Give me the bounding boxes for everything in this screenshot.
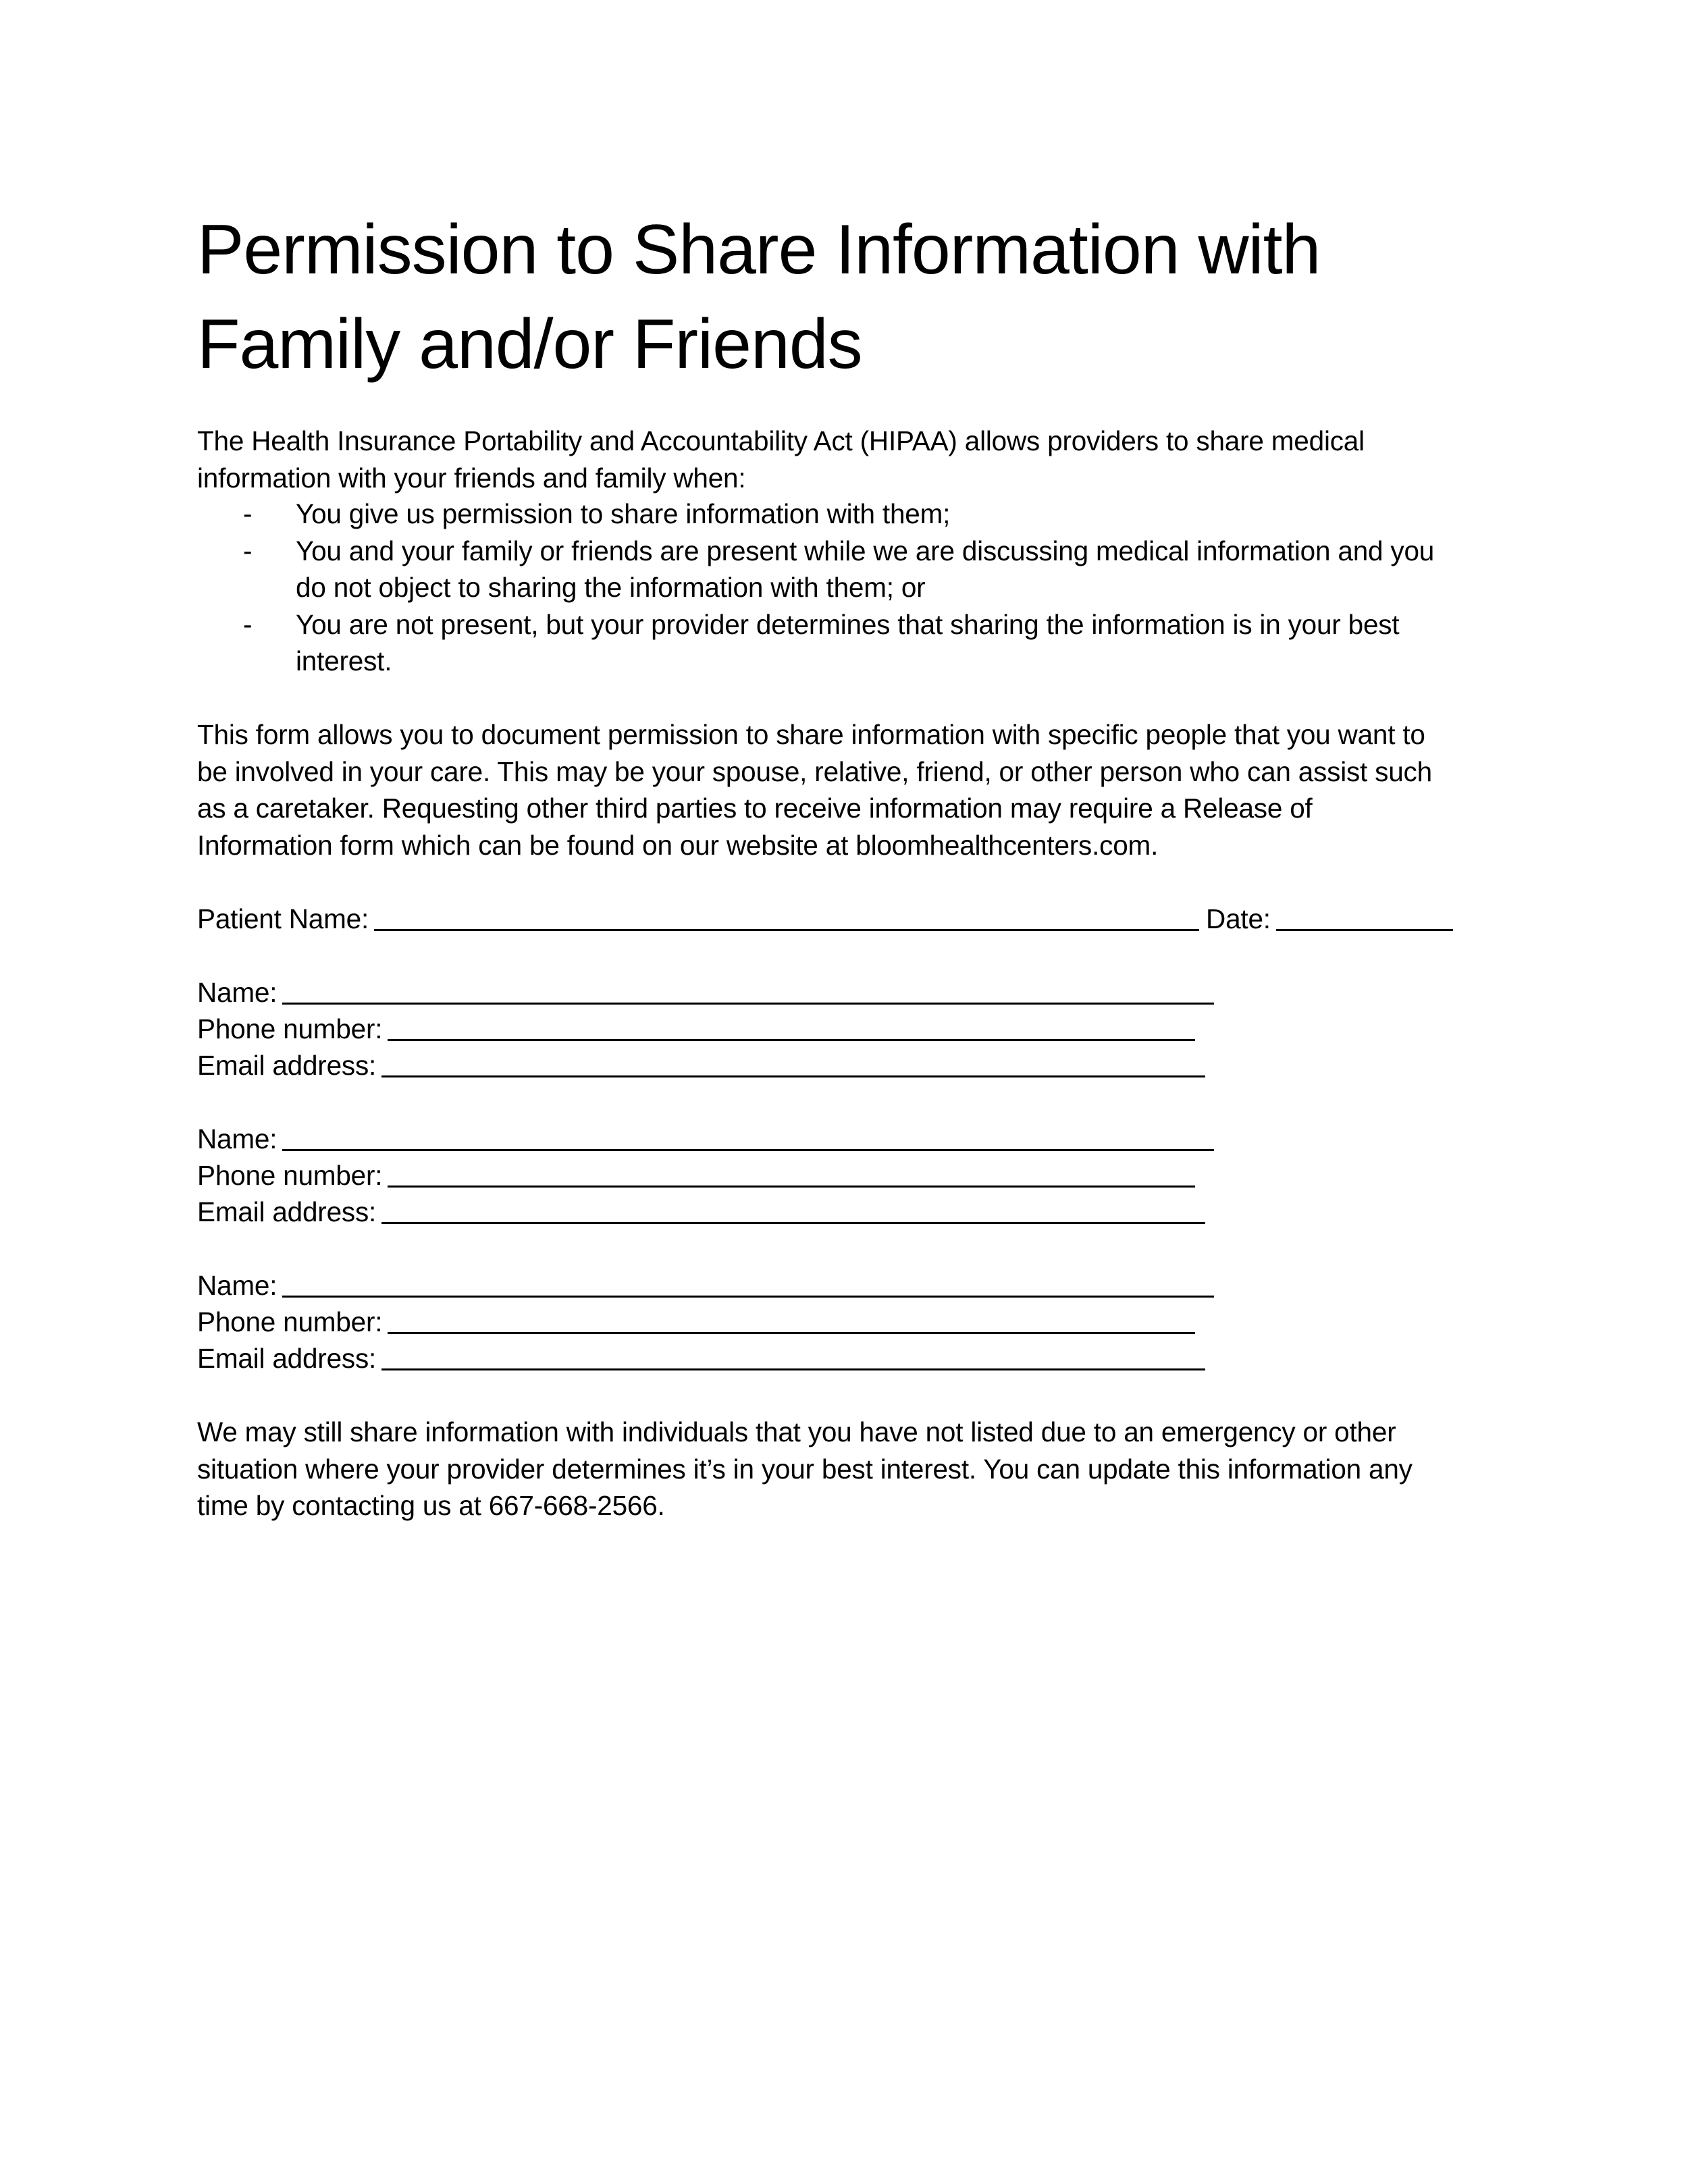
patient-name-label: Patient Name: <box>197 903 369 934</box>
contact-3-name-row <box>197 1267 1214 1304</box>
title-line-1: Permission to Share Information with <box>197 211 1321 289</box>
patient-name-field[interactable] <box>374 903 1199 931</box>
list-item-text: You give us permission to share information with them; <box>296 498 951 529</box>
contact-1-email-row <box>197 1047 1205 1084</box>
contact-2-email-row <box>197 1194 1205 1231</box>
list-item <box>197 533 1514 606</box>
list-item-text: You are not present, but your provider determines that sharing the information is in your best <box>296 608 1400 640</box>
closing-line-3: time by contacting us at 667-668-2566. <box>197 1490 665 1521</box>
list-item-text: You and your family or friends are present while we are discussing medical information and you <box>296 535 1435 566</box>
page-title <box>197 203 1534 392</box>
patient-row <box>197 901 1453 938</box>
contact-1-email-field[interactable] <box>381 1050 1205 1077</box>
list-item <box>197 496 1514 533</box>
email-label: Email address: <box>197 1050 377 1081</box>
contact-3-phone-field[interactable] <box>388 1306 1195 1334</box>
closing-paragraph <box>197 1414 1507 1524</box>
description-line-4: Information form which can be found on our website at bloomhealthcenters.com. <box>197 829 1159 861</box>
name-label: Name: <box>197 1123 278 1154</box>
name-label: Name: <box>197 977 278 1008</box>
list-item-text: do not object to sharing the information with them; or <box>296 572 926 603</box>
contact-3-email-field[interactable] <box>381 1343 1205 1370</box>
phone-label: Phone number: <box>197 1160 383 1191</box>
contact-1-phone-row <box>197 1011 1195 1048</box>
conditions-list <box>197 496 1514 680</box>
description-line-3: as a caretaker. Requesting other third parties to receive information may require a Release of <box>197 793 1313 824</box>
intro-line-1: The Health Insurance Portability and Accountability Act (HIPAA) allows providers to share medical <box>197 425 1365 456</box>
intro-line-2: information with your friends and family when: <box>197 462 746 494</box>
contact-3-email-row <box>197 1340 1205 1377</box>
contact-2-name-field[interactable] <box>282 1123 1214 1151</box>
bullet-dash: - <box>243 498 253 529</box>
email-label: Email address: <box>197 1196 377 1227</box>
email-label: Email address: <box>197 1343 377 1374</box>
contact-1-name-field[interactable] <box>282 977 1214 1005</box>
list-item <box>197 606 1514 680</box>
contact-2-name-row <box>197 1121 1214 1158</box>
contact-1-phone-field[interactable] <box>388 1013 1195 1041</box>
contact-3-name-field[interactable] <box>282 1270 1214 1298</box>
bullet-dash: - <box>243 535 253 566</box>
phone-label: Phone number: <box>197 1306 383 1337</box>
contact-2-phone-row <box>197 1157 1195 1194</box>
closing-line-2: situation where your provider determines it’s in your best interest. You can update this information any <box>197 1453 1413 1485</box>
closing-line-1: We may still share information with individuals that you have not listed due to an emergency or other <box>197 1416 1396 1447</box>
contact-2-email-field[interactable] <box>381 1196 1205 1224</box>
form-description-paragraph <box>197 716 1507 863</box>
date-field[interactable] <box>1276 903 1453 931</box>
description-line-1: This form allows you to document permission to share information with specific people that you want to <box>197 719 1425 750</box>
contact-3-phone-row <box>197 1304 1195 1341</box>
name-label: Name: <box>197 1270 278 1301</box>
title-line-2: Family and/or Friends <box>197 305 862 383</box>
phone-label: Phone number: <box>197 1013 383 1044</box>
list-item-text: interest. <box>296 645 392 676</box>
contact-2-phone-field[interactable] <box>388 1160 1195 1188</box>
date-label: Date: <box>1206 903 1271 934</box>
intro-paragraph <box>197 423 1507 496</box>
contact-1-name-row <box>197 974 1214 1011</box>
bullet-dash: - <box>243 608 253 640</box>
description-line-2: be involved in your care. This may be your spouse, relative, friend, or other person who can assist such <box>197 755 1432 787</box>
